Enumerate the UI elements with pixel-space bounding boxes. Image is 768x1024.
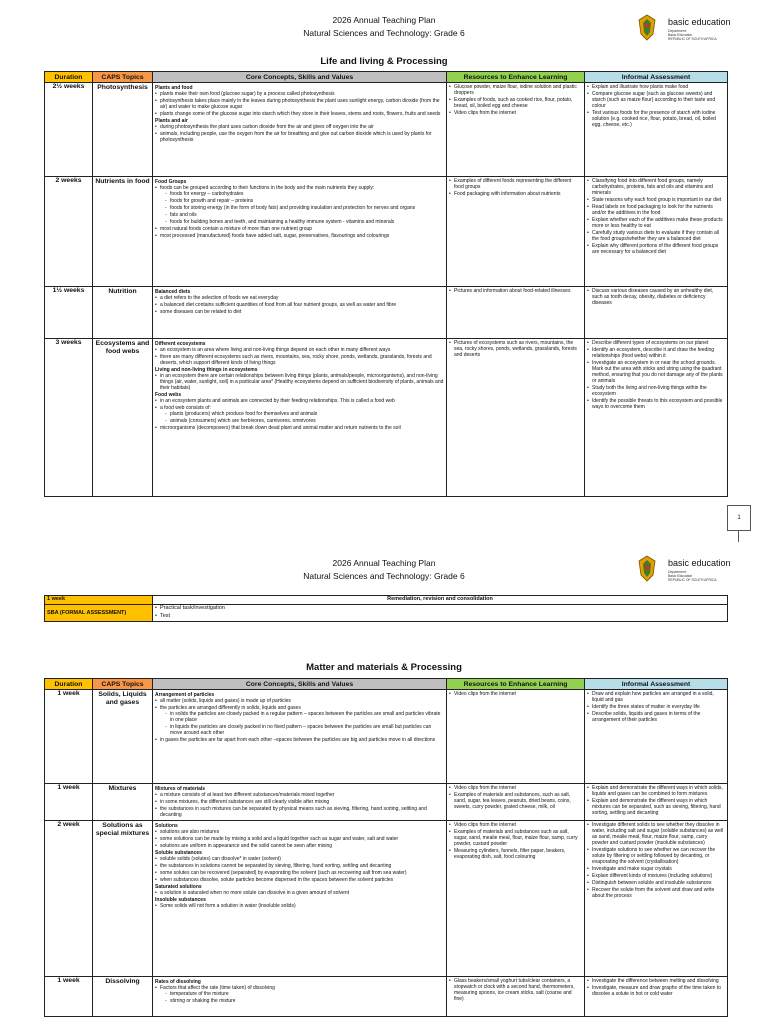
concept-list [155, 903, 444, 909]
concept-list [155, 398, 444, 431]
concept-text: solutions are uniform in appearance and the solid cannot be seen after mixing [160, 843, 333, 849]
concept-item [160, 829, 444, 835]
concept-text: there are many different ecosystems such as rivers, mountains, sea, rocky shore, ponds, wetlands, grasslands, forests and deserts, which support different kinds of living things [160, 354, 432, 366]
concept-item [160, 405, 444, 424]
concept-text: animals, including people, use the oxygen from the air for breathing and give out carbon dioxide which is used by plants for photosynthesis [160, 131, 432, 143]
header-core-concepts: Core Concepts, Skills and Values [153, 679, 447, 690]
resource-item: • Video clips from the internet [454, 785, 582, 791]
concept-heading: Plants and food [155, 85, 193, 91]
topic-row [45, 690, 728, 784]
concept-heading: Insoluble substances [155, 897, 206, 903]
concept-heading: Living and non-living things in ecosystems [155, 367, 258, 373]
resource-item: • Pictures of ecosystems such as rivers, mountains, the sea, rocky shores, ponds, wetlands, grasslands, forests and deserts [454, 340, 582, 358]
concept-text: the particles are arranged differently in solids, liquids and gases [160, 705, 301, 711]
assessment-item: • Investigate and make sugar crystals [592, 866, 725, 872]
concept-text: foods can be grouped according to their functions in the body and the main nutrients they supply: [160, 185, 375, 191]
caps-topic-cell: Solutions as special mixtures [93, 821, 153, 977]
assessment-item: • Explain and illustrate how plants make food [592, 84, 725, 90]
resources-cell [447, 287, 585, 339]
concept-item [160, 111, 444, 117]
assessment-item: • Draw and explain how particles are arranged in a solid, liquid and gas [592, 691, 725, 703]
coat-of-arms-icon [636, 555, 658, 583]
resource-item: • Video clips from the internet [454, 822, 582, 828]
assessment-cell [585, 821, 728, 977]
topic-row [45, 977, 728, 1017]
concept-text: in an ecosystem there are certain relationships between living things (plants, animals/people, microorganisms), and non-living things (air, water, sunlight, soil) in a particular area* (Healthy ecosystems depend on sufficient biodiversity of plants, animals and their habitats) [160, 373, 444, 391]
concept-list [155, 124, 444, 143]
concept-list [155, 856, 444, 883]
concept-item [160, 806, 444, 818]
resource-item: • Glucose powder, maize flour, iodine solution and plastic droppers [454, 84, 582, 96]
resources-cell [447, 177, 585, 287]
header-duration: Duration [45, 679, 93, 690]
duration-cell: 2½ weeks [45, 83, 93, 177]
concept-text: most natural foods contain a mixture of more than one nutrient group [160, 226, 313, 232]
remediation-label: Remediation, revision and consolidation [153, 596, 728, 605]
concept-heading: Food webs [155, 392, 182, 398]
resources-cell [447, 977, 585, 1017]
caps-topic-cell: Photosynthesis [93, 83, 153, 177]
assessment-item: • Discuss various diseases caused by an unhealthy diet, such as tooth decay, obesity, diabetes or deficiency diseases [592, 288, 725, 306]
duration-cell: 1½ weeks [45, 287, 93, 339]
concept-subitem: - foods for energy – carbohydrates [170, 191, 444, 197]
assessment-item: • Identify an ecosystem, describe it and draw the feeding relationships (food webs) within it [592, 347, 725, 359]
concept-text: the substances in such mixtures can be separated by physical means such as sieving, filtering, hand sorting, settling and decanting [160, 806, 427, 818]
assessment-item: • Distinguish between soluble and insoluble substances [592, 880, 725, 886]
concept-item [160, 398, 444, 404]
concept-item [160, 131, 444, 143]
resources-cell [447, 339, 585, 497]
concept-text: in some mixtures, the different substances are still clearly visible after mixing [160, 799, 330, 805]
concept-item [160, 302, 444, 308]
concept-heading: Balanced diets [155, 289, 191, 295]
resource-item: • Video clips from the internet [454, 691, 582, 697]
concept-text: photosynthesis takes place mainly in the leaves during photosynthesis the plant uses sunlight energy, carbon dioxide (from the air) and water to make glucose sugar [160, 98, 440, 110]
caps-topic-cell: Solids, Liquids and gases [93, 690, 153, 784]
assessment-item: • Explain different kinds of mixtures (including solutions) [592, 873, 725, 879]
topic-row [45, 287, 728, 339]
duration-cell: 2 week [45, 821, 93, 977]
concept-item [160, 792, 444, 798]
assessment-item: • Identify the possible threats to this ecosystem and possible ways to overcome them [592, 398, 725, 410]
header-core-concepts: Core Concepts, Skills and Values [153, 72, 447, 83]
document-title: 2026 Annual Teaching Plan [332, 558, 436, 568]
concept-text: a balanced diet contains sufficient quantities of food from all four nutrient groups, as well as water and fibre [160, 302, 397, 308]
assessment-item: • Compare glucose sugar (such as glucose sweets) and starch (such as maize flour) according to their taste and colour [592, 91, 725, 109]
assessment-cell [585, 690, 728, 784]
resources-cell [447, 690, 585, 784]
concept-text: some solutes can be recovered (separated) by evaporating the solvent (such as recovering salt from sea water) [160, 870, 407, 876]
concept-subitem: - in liquids the particles are closely packed in no fixed pattern – spaces between the particles are small but particles can move around each other [170, 724, 444, 736]
concept-text: solutions are also mixtures [160, 829, 220, 835]
document-subtitle: Natural Sciences and Technology: Grade 6 [303, 571, 465, 581]
concept-sublist [160, 411, 444, 424]
concept-item [160, 903, 444, 909]
concept-subitem: - animals (consumers) which are herbivores, carnivores, omnivores [170, 418, 444, 424]
duration-cell: 2 weeks [45, 177, 93, 287]
concept-heading: Plants and air [155, 118, 188, 124]
resource-item: • Measuring cylinders, funnels, filter paper, beakers, evaporating dish, salt, food colouring [454, 848, 582, 860]
assessment-item: • Study both the living and non-living things within the ecosystem [592, 385, 725, 397]
concept-item [160, 185, 444, 225]
concept-item [160, 737, 444, 743]
assessment-item: • Identify the three states of matter in everyday life [592, 704, 725, 710]
section-title-matter-and-materials: Matter and materials & Processing [306, 662, 462, 673]
header-resources: Resources to Enhance Learning [447, 72, 585, 83]
concept-text: during photosynthesis the plant uses carbon dioxide from the air and gives off oxygen into the air [160, 124, 374, 130]
concept-heading: Mixtures of materials [155, 786, 206, 792]
concept-item [160, 309, 444, 315]
resources-cell [447, 821, 585, 977]
assessment-cell [585, 339, 728, 497]
concept-item [160, 425, 444, 431]
concept-text: microorganisms (decomposers) that break down dead plant and animal matter and return nutrients to the soil [160, 425, 401, 431]
core-concepts-cell [153, 690, 447, 784]
concept-item [160, 836, 444, 842]
department-logo: basic education Department: Basic Education REPUBLIC OF SOUTH AFRICA [636, 14, 746, 50]
resource-item: • Examples of materials and substances such as salt, sugar, sand, mealie meal, flour, maize flour, samp, curry powder, custard powder [454, 829, 582, 847]
resource-item: • Glass beakers/small yoghurt tubs/clear containers, a stopwatch or clock with a second hand, thermometers, measuring spoons, ice cream sticks, salt (coarse and fine) [454, 978, 582, 1002]
sba-items: • Practical task/investigation • Test [153, 605, 728, 622]
duration-cell: 1 week [45, 690, 93, 784]
concept-item [160, 985, 444, 1004]
assessment-item: • Investigate different solids to see whether they dissolve in water, including salt and sugar (soluble substances) as well as sand, mealie meal, flour, maize flour, samp, curry powder and custard powder (insoluble substances) [592, 822, 725, 846]
header-duration: Duration [45, 72, 93, 83]
assessment-item: • Carefully study various diets to evaluate if they contain all the food groups/whether they are a balanced diet [592, 230, 725, 242]
concept-item [160, 233, 444, 239]
concept-heading: Rates of dissolving [155, 979, 201, 985]
concept-text: all matter (solids, liquids and gases) is made up of particles [160, 698, 291, 704]
concept-sublist [160, 991, 444, 1004]
core-concepts-cell [153, 784, 447, 821]
concept-item [160, 98, 444, 110]
concept-list [155, 295, 444, 315]
concept-text: plants change some of the glucose sugar into starch which they store in their leaves, stems and roots, flowers, fruits and seeds [160, 111, 441, 117]
concept-list [155, 185, 444, 239]
concept-subitem: - foods for growth and repair – proteins [170, 198, 444, 204]
duration-cell: 3 weeks [45, 339, 93, 497]
concept-text: some solutions can be made by mixing a solid and a liquid together such as sugar and water, salt and water [160, 836, 399, 842]
assessment-item: • Describe solids, liquids and gases in terms of the arrangement of their particles [592, 711, 725, 723]
matter-and-materials-table [44, 678, 728, 1017]
concept-list [155, 373, 444, 391]
concept-text: a solution is saturated when no more solute can dissolve in a given amount of solvent [160, 890, 349, 896]
concept-item [160, 705, 444, 736]
assessment-cell [585, 977, 728, 1017]
concept-subitem: - fats and oils [170, 212, 444, 218]
concept-item [160, 856, 444, 862]
concept-text: a mixture consists of at least two different substances/materials mixed together [160, 792, 335, 798]
concept-list [155, 91, 444, 117]
assessment-item: • Test various foods for the presence of starch with iodine solution (e.g. cooked rice, flour, potato, bread, oil, boiled egg, cheese, etc.) [592, 110, 725, 128]
concept-item [160, 226, 444, 232]
concept-item [160, 295, 444, 301]
concept-text: a food web consists of: [160, 405, 211, 411]
topic-row [45, 339, 728, 497]
assessment-item: • Recover the solute from the solvent and draw and write about the process [592, 887, 725, 899]
section-title-life-and-living: Life and living & Processing [320, 56, 448, 67]
concept-subitem: - plants (producers) which produce food for themselves and animals [170, 411, 444, 417]
assessment-cell [585, 287, 728, 339]
concept-item [160, 799, 444, 805]
concept-heading: Different ecosystems [155, 341, 206, 347]
sba-formal-assessment-label: SBA (FORMAL ASSESSMENT) [45, 605, 153, 622]
concept-list [155, 347, 444, 366]
department-logo: basic education Department: Basic Education REPUBLIC OF SOUTH AFRICA [636, 555, 746, 591]
concept-subitem: - stirring or shaking the mixture [170, 998, 444, 1004]
page-number: 1 [727, 505, 751, 531]
topic-row [45, 821, 728, 977]
resource-item: • Examples of different foods representing the different food groups [454, 178, 582, 190]
concept-list [155, 792, 444, 818]
page-divider-line [738, 530, 739, 542]
concept-item [160, 347, 444, 353]
assessment-cell [585, 83, 728, 177]
resource-item: • Examples of materials and substances, such as salt, sand, sugar, tea leaves, peanuts, dried beans, coins, sweets, curry powder, grated cheese, milk, oil [454, 792, 582, 810]
topic-row [45, 83, 728, 177]
concept-list [155, 829, 444, 849]
resource-item: • Video clips from the internet [454, 110, 582, 116]
topic-row [45, 177, 728, 287]
header-caps-topics: CAPS Topics [93, 679, 153, 690]
concept-heading: Arrangement of particles [155, 692, 215, 698]
header-informal-assessment: Informal Assessment [585, 72, 728, 83]
sba-week: 1 week [45, 596, 153, 605]
concept-item [160, 354, 444, 366]
concept-item [160, 890, 444, 896]
coat-of-arms-icon [636, 14, 658, 42]
concept-item [160, 863, 444, 869]
core-concepts-cell [153, 287, 447, 339]
concept-text: soluble solids (solutes) can dissolve* in water (solvent) [160, 856, 281, 862]
caps-topic-cell: Ecosystems and food webs [93, 339, 153, 497]
concept-subitem: - temperature of the mixture [170, 991, 444, 997]
core-concepts-cell [153, 83, 447, 177]
assessment-item: • Classifying food into different food groups, namely carbohydrates, proteins, fats and oils and vitamins and minerals [592, 178, 725, 196]
concept-text: a diet refers to the selection of foods we eat everyday [160, 295, 279, 301]
concept-subitem: - in solids the particles are closely packed in a regular pattern – spaces between the particles are small and particles vibrate in one place [170, 711, 444, 723]
duration-cell: 1 week [45, 784, 93, 821]
concept-item [160, 877, 444, 883]
assessment-item: • Read labels on food packaging to look for the nutrients and/or the additives in the food [592, 204, 725, 216]
caps-topic-cell: Mixtures [93, 784, 153, 821]
duration-cell: 1 week [45, 977, 93, 1017]
core-concepts-cell [153, 177, 447, 287]
assessment-item: • Explain and demonstrate the different ways in which solids, liquids and gases can be combined to form mixtures [592, 785, 725, 797]
header-caps-topics: CAPS Topics [93, 72, 153, 83]
caps-topic-cell: Dissolving [93, 977, 153, 1017]
concept-text: an ecosystem is an area where living and non-living things depend on each other in many different ways [160, 347, 391, 353]
resource-item: • Food packaging with information about nutrients [454, 191, 582, 197]
concept-list [155, 985, 444, 1004]
assessment-item: • Investigate the difference between melting and dissolving [592, 978, 725, 984]
header-informal-assessment: Informal Assessment [585, 679, 728, 690]
core-concepts-cell [153, 977, 447, 1017]
assessment-item: • Explain and demonstrate the different ways in which mixtures can be separated, such as sieving, filtering, hand sorting, settling and decanting [592, 798, 725, 816]
assessment-item: • Explain why different portions of the different food groups are necessary for a balanced diet [592, 243, 725, 255]
caps-topic-cell: Nutrients in food [93, 177, 153, 287]
concept-item [160, 698, 444, 704]
concept-text: plants make their own food (glucose sugar) by a process called photosynthesis [160, 91, 335, 97]
concept-heading: Saturated solutions [155, 884, 202, 890]
concept-item [160, 91, 444, 97]
assessment-item: • Explain whether each of the additives make these products more or less healthy to eat [592, 217, 725, 229]
concept-text: Factors that affect the rate (time taken) of dissolving [160, 985, 275, 991]
concept-text: most processed (manufactured) foods have added salt, sugar, preservatives, flavourings and colourings [160, 233, 390, 239]
concept-subitem: - foods for storing energy (in the form of body fats) and providing insulation and protection for nerves and organs [170, 205, 444, 211]
life-and-living-table [44, 71, 728, 497]
resource-item: • Examples of foods, such as cooked rice, flour, potato, bread, oil, boiled egg and cheese [454, 97, 582, 109]
concept-item [160, 843, 444, 849]
header-resources: Resources to Enhance Learning [447, 679, 585, 690]
concept-item [160, 870, 444, 876]
assessment-item: • Investigate an ecosystem in or near the school grounds. Mark out the area with sticks and string using the quadrant method, ensuring that you do not damage any of the plants or animals [592, 360, 725, 384]
concept-heading: Food Groups [155, 179, 187, 185]
concept-text: Some solids will not form a solution in water (insoluble solids) [160, 903, 296, 909]
concept-text: some diseases can be related to diet [160, 309, 242, 315]
concept-text: in an ecosystem plants and animals are connected by their feeding relationships. This is called a food web [160, 398, 395, 404]
concept-text: in gases the particles are far apart from each other –spaces between the particles are big and particles move in all directions [160, 737, 436, 743]
assessment-item: • Describe different types of ecosystems on our planet [592, 340, 725, 346]
concept-text: when substances dissolve, solute particles become dispersed in the spaces between the solvent particles [160, 877, 394, 883]
core-concepts-cell [153, 339, 447, 497]
concept-sublist [160, 711, 444, 736]
concept-item [160, 373, 444, 391]
resource-item: • Pictures and information about food-related illnesses [454, 288, 582, 294]
concept-heading: Solutions [155, 823, 178, 829]
assessment-cell [585, 784, 728, 821]
assessment-item: • Investigate, measure and draw graphs of the time taken to dissolve a solute in hot or cold water [592, 985, 725, 997]
document-title: 2026 Annual Teaching Plan [332, 15, 436, 25]
assessment-item: • State reasons why each food group is important in our diet [592, 197, 725, 203]
concept-item [160, 124, 444, 130]
resources-cell [447, 784, 585, 821]
resources-cell [447, 83, 585, 177]
concept-sublist [160, 191, 444, 225]
assessment-cell [585, 177, 728, 287]
concept-heading: Soluble substances [155, 850, 202, 856]
document-subtitle: Natural Sciences and Technology: Grade 6 [303, 28, 465, 38]
concept-list [155, 890, 444, 896]
concept-list [155, 698, 444, 743]
core-concepts-cell [153, 821, 447, 977]
concept-text: the substances in solutions cannot be separated by sieving, filtering, hand sorting, settling and decanting [160, 863, 392, 869]
caps-topic-cell: Nutrition [93, 287, 153, 339]
topic-row [45, 784, 728, 821]
assessment-item: • Investigate solutions to see whether we can recover the solute by filtering or settling followed by decanting, or evaporating the solvent (crystallisation) [592, 847, 725, 865]
sba-table [44, 595, 728, 622]
concept-subitem: - foods for building bones and teeth, and maintaining a healthy immune system - vitamins and minerals [170, 219, 444, 225]
